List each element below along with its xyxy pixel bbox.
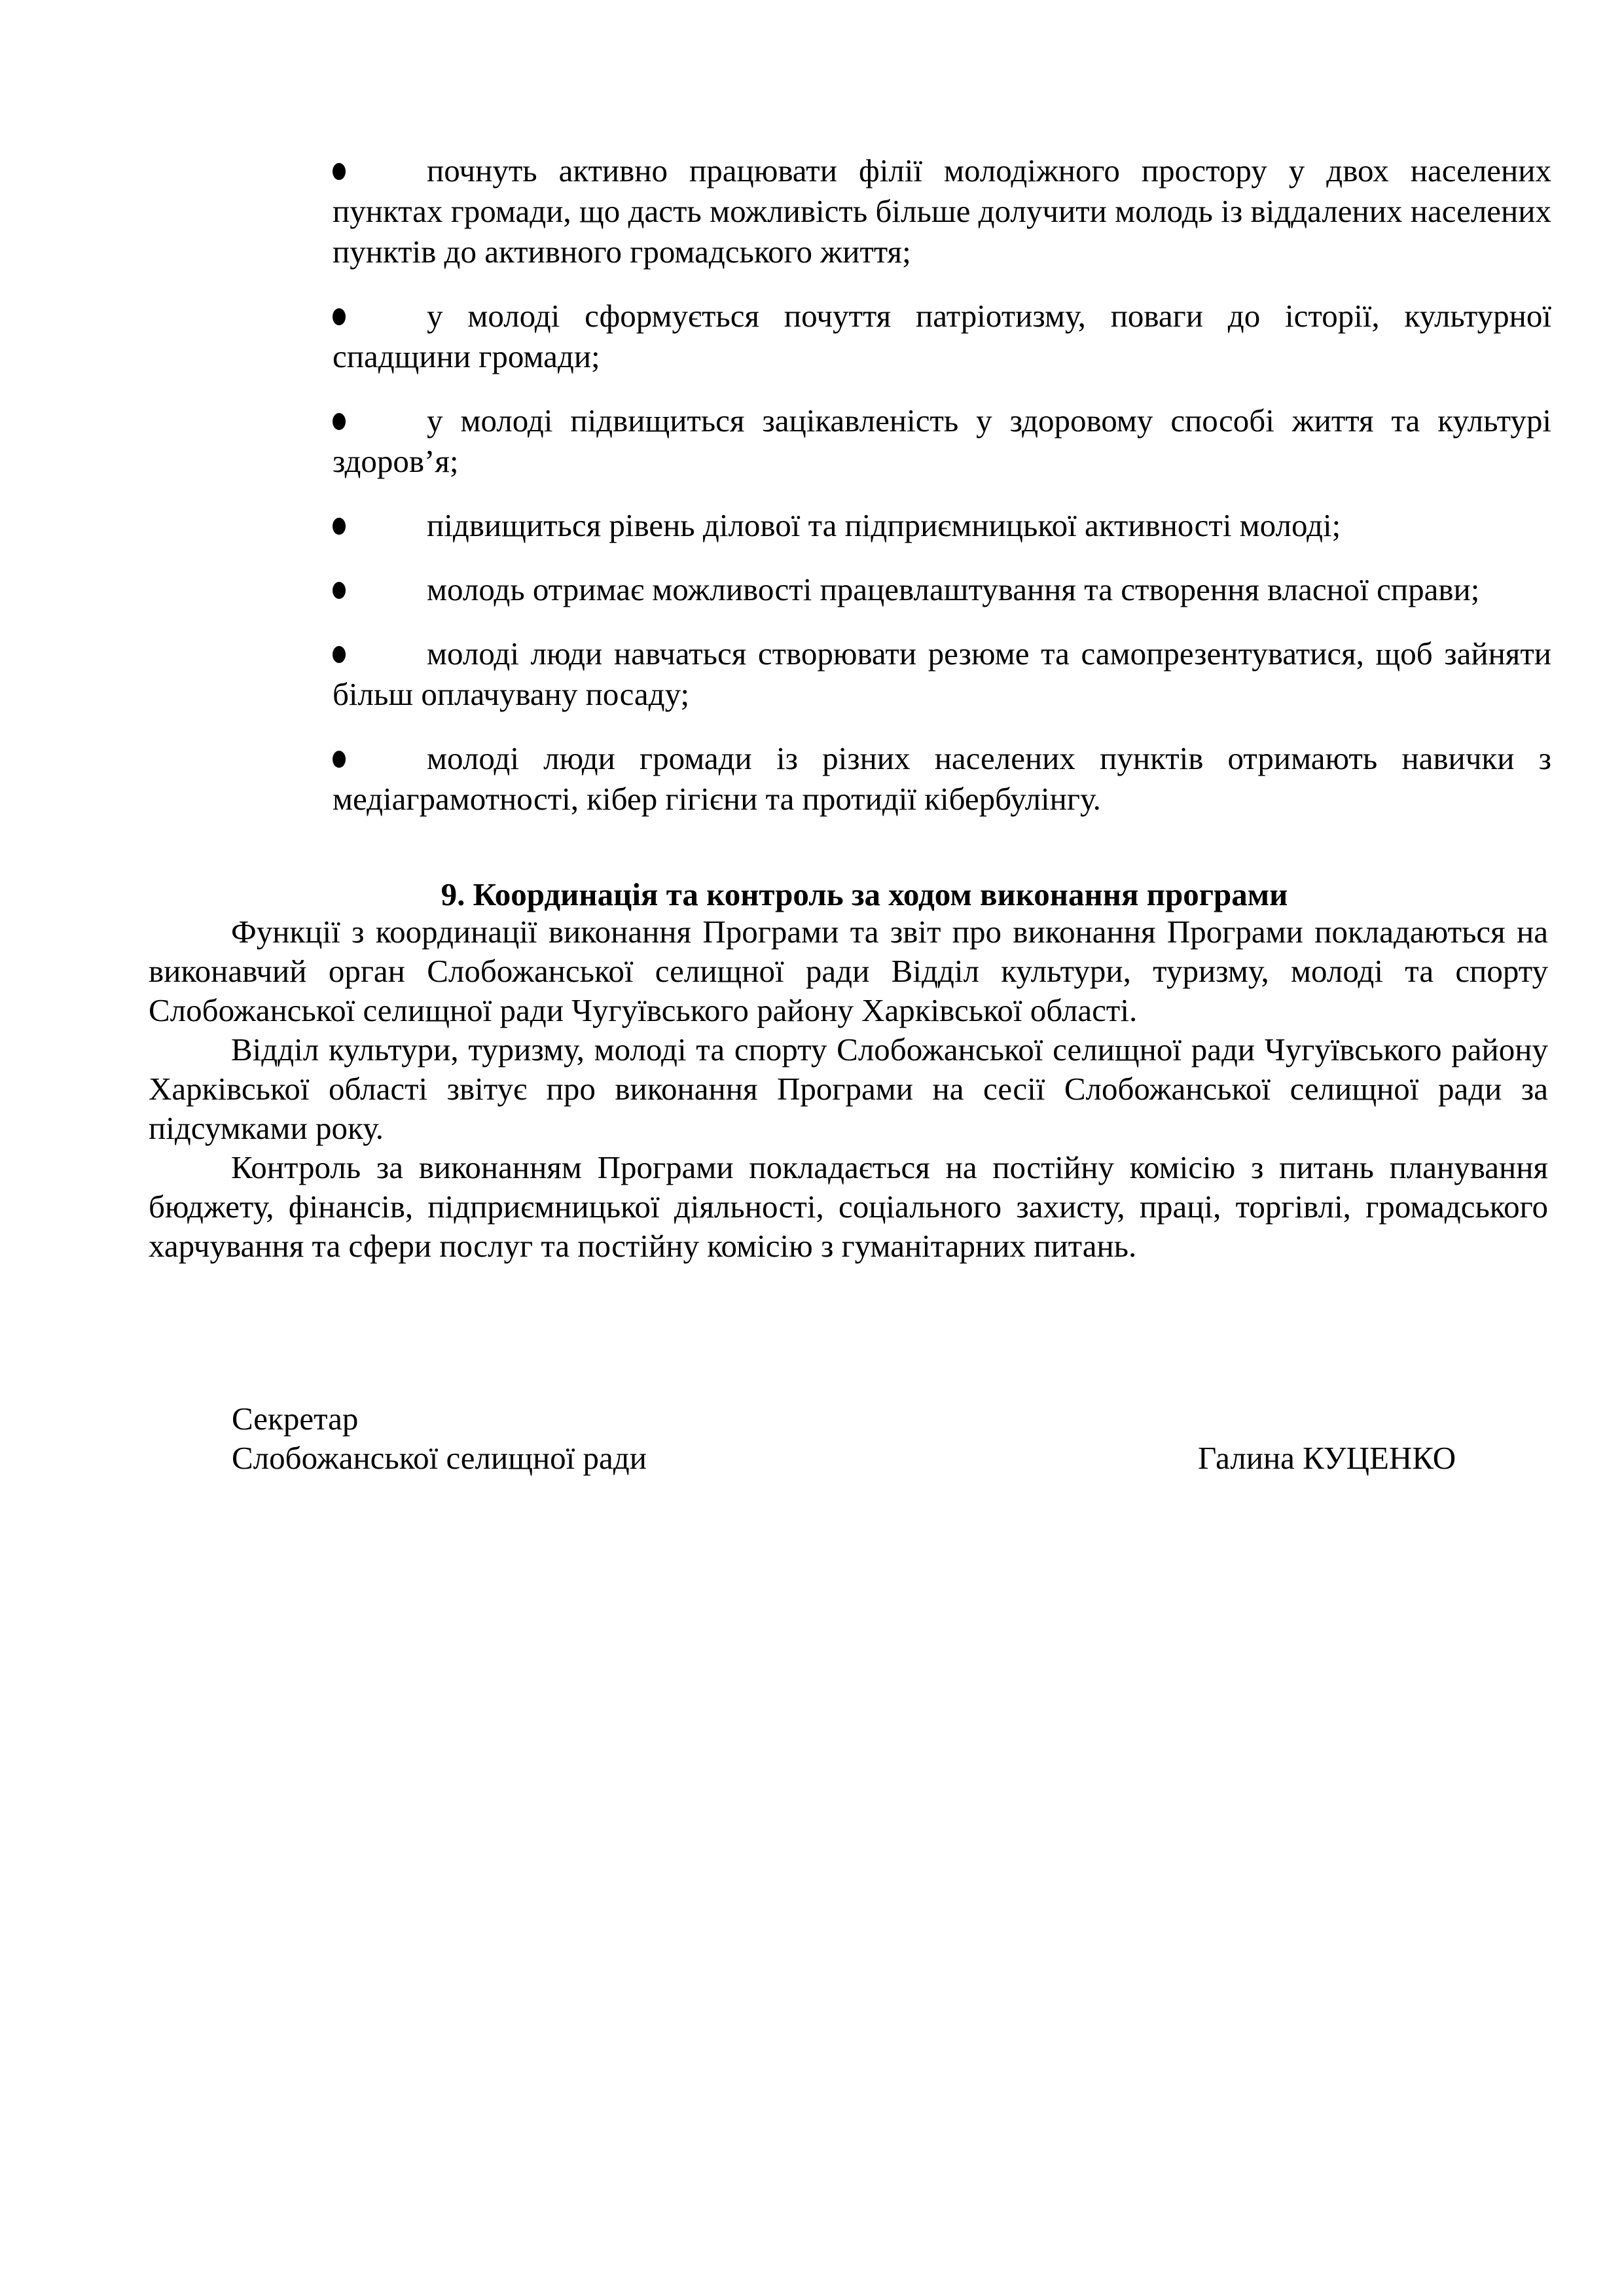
bullet-icon xyxy=(333,646,346,663)
section-body xyxy=(149,912,1548,1266)
list-item xyxy=(333,738,1551,819)
bullet-icon xyxy=(333,308,346,325)
paragraph-coordination: Функції з координації виконання Програми та звіт про виконання Програми покладаються на виконавчий орган Слобожанської селищної ради Відділ культури, туризму, молоді та спорту Слобожанської селищної ради Чугуївського району Харківської області. xyxy=(149,914,1548,1028)
signature-position xyxy=(232,1399,647,1478)
signature-name: Галина КУЦЕНКО xyxy=(1198,1440,1456,1476)
list-item xyxy=(333,634,1551,715)
list-item-text: у молоді сформується почуття патріотизму, поваги до історії, культурної спадщини громади; xyxy=(333,298,1551,374)
list-item xyxy=(333,296,1551,377)
bullet-icon xyxy=(333,518,346,535)
paragraph-reporting: Відділ культури, туризму, молоді та спорту Слобожанської селищної ради Чугуївського району Харківської області звітує про виконання Програми на сесії Слобожанської селищної ради за підсумками року. xyxy=(149,1031,1548,1146)
paragraph-control: Контроль за виконанням Програми покладається на постійну комісію з питань планування бюджету, фінансів, підприємницької діяльності, соціального захисту, праці, торгівлі, громадського харчування та сфери послуг та постійну комісію з гуманітарних питань. xyxy=(149,1149,1548,1264)
list-item xyxy=(333,505,1551,546)
list-item-text: молодь отримає можливості працевлаштування та створення власної справи; xyxy=(427,571,1480,607)
list-item-text: молоді люди навчаться створювати резюме та самопрезентуватися, щоб зайняти більш оплачувану посаду; xyxy=(333,636,1551,712)
list-item-text: почнуть активно працювати філії молодіжного простору у двох населених пунктах громади, що дасть можливість більше долучити молодь із віддалених населених пунктів до активного громадського життя; xyxy=(333,152,1551,270)
signature-organization: Слобожанської селищної ради xyxy=(232,1440,647,1476)
list-item xyxy=(333,151,1551,272)
bullet-icon xyxy=(333,582,346,599)
signature-title: Секретар xyxy=(232,1401,359,1437)
bullet-icon xyxy=(333,163,346,180)
bullet-icon xyxy=(333,751,346,768)
list-item-text: у молоді підвищиться зацікавленість у здоровому способі життя та культурі здоров’я; xyxy=(333,403,1551,479)
bullet-icon xyxy=(333,413,346,430)
list-item-text: підвищиться рівень ділової та підприємницької активності молоді; xyxy=(427,507,1341,543)
list-item xyxy=(333,569,1551,610)
section-heading: 9. Координація та контроль за ходом виконання програми xyxy=(441,876,1288,912)
list-item-text: молоді люди громади із різних населених пунктів отримають навички з медіаграмотності, кібер гігієни та протидії кібербулінгу. xyxy=(333,740,1551,817)
list-item xyxy=(333,401,1551,482)
expected-results-list xyxy=(333,151,1551,843)
